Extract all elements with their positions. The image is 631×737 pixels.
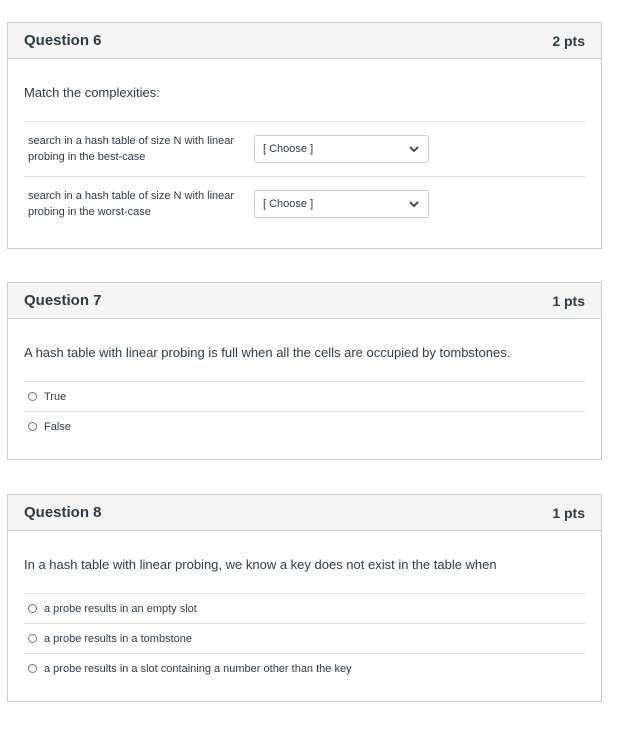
radio-button[interactable] [28,664,37,673]
select-value: [ Choose ] [263,143,314,155]
match-row [24,121,585,176]
match-label-line: probing in the best-case [28,151,146,163]
question-6-card [7,22,602,249]
question-prompt: A hash table with linear probing is full when all the cells are occupied by tombstones. [24,345,511,360]
question-title: Question 8 [24,504,102,521]
question-points: 1 pts [552,504,585,521]
question-points: 1 pts [552,292,585,309]
answer-option[interactable] [24,653,585,683]
match-select-worst-case[interactable] [254,190,429,218]
answer-label: a probe results in a slot containing a number other than the key [44,662,352,675]
question-title: Question 6 [24,32,102,49]
match-select-best-case[interactable] [254,135,429,163]
match-label [28,133,246,165]
question-header [8,283,601,319]
answer-option-true[interactable] [24,381,585,411]
question-prompt: In a hash table with linear probing, we know a key does not exist in the table when [24,557,497,572]
question-8-card [7,494,602,702]
answer-label: True [44,390,67,403]
answer-option[interactable] [24,593,585,623]
answer-option[interactable] [24,623,585,653]
select-value: [ Choose ] [263,198,314,210]
chevron-down-icon [408,143,420,155]
question-title: Question 7 [24,292,102,309]
question-header [8,495,601,531]
match-label-line: probing in the worst-case [28,206,151,218]
question-7-card [7,282,602,460]
answer-label: a probe results in an empty slot [44,602,197,615]
match-row [24,176,585,231]
answer-option-false[interactable] [24,411,585,441]
answer-label: False [44,420,71,433]
radio-button[interactable] [28,634,37,643]
chevron-down-icon [408,198,420,210]
question-prompt: Match the complexities: [24,85,160,100]
radio-button[interactable] [28,604,37,613]
match-label-line: search in a hash table of size N with linear [28,135,235,147]
radio-button[interactable] [28,392,37,401]
question-points: 2 pts [552,32,585,49]
match-label [28,188,246,220]
question-header [8,23,601,59]
match-label-line: search in a hash table of size N with linear [28,190,235,202]
radio-button[interactable] [28,422,37,431]
answer-label: a probe results in a tombstone [44,632,192,645]
